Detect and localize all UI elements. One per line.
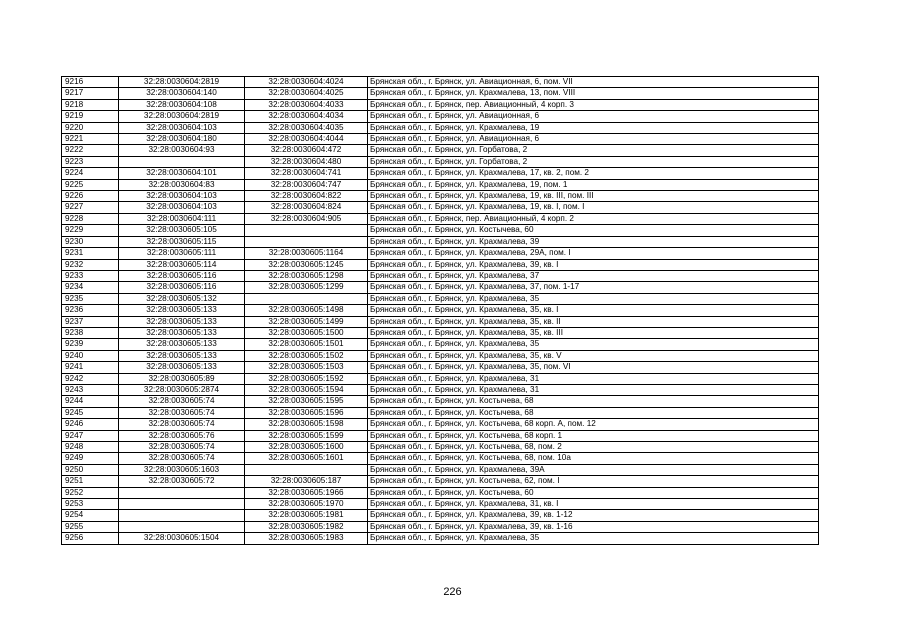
cadastral-parcel-cell: 32:28:0030605:76 [119, 430, 245, 441]
cadastral-object-cell: 32:28:0030605:1592 [245, 373, 368, 384]
table-row [62, 213, 819, 224]
cadastral-parcel-cell: 32:28:0030605:74 [119, 442, 245, 453]
cadastral-parcel-cell: 32:28:0030605:115 [119, 236, 245, 247]
cadastral-parcel-cell: 32:28:0030605:133 [119, 350, 245, 361]
table-row [62, 259, 819, 270]
cadastral-object-cell: 32:28:0030605:1983 [245, 533, 368, 544]
table-row [62, 350, 819, 361]
address-cell: Брянская обл., г. Брянск, ул. Костычева, 62, пом. I [368, 476, 819, 487]
cadastral-object-cell: 32:28:0030605:1981 [245, 510, 368, 521]
record-number-cell: 9243 [62, 384, 119, 395]
address-cell: Брянская обл., г. Брянск, ул. Авиационная, 6 [368, 111, 819, 122]
record-number-cell: 9231 [62, 248, 119, 259]
table-row [62, 499, 819, 510]
cadastral-object-cell [245, 464, 368, 475]
cadastral-object-cell: 32:28:0030604:480 [245, 156, 368, 167]
address-cell: Брянская обл., г. Брянск, ул. Крахмалева, 39, кв. I [368, 259, 819, 270]
record-number-cell: 9221 [62, 134, 119, 145]
cadastral-parcel-cell: 32:28:0030605:74 [119, 453, 245, 464]
table-row [62, 487, 819, 498]
address-cell: Брянская обл., г. Брянск, ул. Костычева, 60 [368, 487, 819, 498]
cadastral-object-cell [245, 236, 368, 247]
table-row [62, 77, 819, 88]
table-row [62, 122, 819, 133]
record-number-cell: 9224 [62, 168, 119, 179]
address-cell: Брянская обл., г. Брянск, ул. Крахмалева, 39, кв. 1-12 [368, 510, 819, 521]
table-row [62, 145, 819, 156]
cadastral-object-cell [245, 293, 368, 304]
table-row [62, 156, 819, 167]
address-cell: Брянская обл., г. Брянск, ул. Крахмалева, 19 [368, 122, 819, 133]
record-number-cell: 9220 [62, 122, 119, 133]
address-cell: Брянская обл., г. Брянск, ул. Костычева, 68 корп. А, пом. 12 [368, 419, 819, 430]
address-cell: Брянская обл., г. Брянск, ул. Крахмалева, 19, кв. III, пом. III [368, 191, 819, 202]
cadastral-parcel-cell: 32:28:0030605:2874 [119, 384, 245, 395]
address-cell: Брянская обл., г. Брянск, ул. Крахмалева, 19, кв. I, пом. I [368, 202, 819, 213]
table-row [62, 225, 819, 236]
cadastral-object-cell: 32:28:0030605:1595 [245, 396, 368, 407]
cadastral-parcel-cell: 32:28:0030605:116 [119, 270, 245, 281]
cadastral-parcel-cell: 32:28:0030605:72 [119, 476, 245, 487]
record-number-cell: 9222 [62, 145, 119, 156]
record-number-cell: 9254 [62, 510, 119, 521]
table-row [62, 134, 819, 145]
record-number-cell: 9245 [62, 407, 119, 418]
address-cell: Брянская обл., г. Брянск, ул. Крахмалева, 19, пом. 1 [368, 179, 819, 190]
cadastral-object-cell: 32:28:0030605:1498 [245, 305, 368, 316]
cadastral-parcel-cell: 32:28:0030604:2819 [119, 111, 245, 122]
record-number-cell: 9249 [62, 453, 119, 464]
cadastral-parcel-cell [119, 156, 245, 167]
table-row [62, 327, 819, 338]
cadastral-parcel-cell [119, 510, 245, 521]
address-cell: Брянская обл., г. Брянск, ул. Крахмалева, 13, пом. VIII [368, 88, 819, 99]
page-number: 226 [443, 586, 462, 598]
cadastral-object-cell: 32:28:0030604:822 [245, 191, 368, 202]
address-cell: Брянская обл., г. Брянск, ул. Костычева, 68, пом. 2 [368, 442, 819, 453]
record-number-cell: 9239 [62, 339, 119, 350]
cadastral-object-cell: 32:28:0030605:1298 [245, 270, 368, 281]
record-number-cell: 9225 [62, 179, 119, 190]
address-cell: Брянская обл., г. Брянск, ул. Костычева, 68 [368, 396, 819, 407]
record-number-cell: 9227 [62, 202, 119, 213]
address-cell: Брянская обл., г. Брянск, ул. Крахмалева, 31 [368, 384, 819, 395]
table-row [62, 407, 819, 418]
cadastral-object-cell: 32:28:0030604:741 [245, 168, 368, 179]
cadastral-object-cell: 32:28:0030605:1596 [245, 407, 368, 418]
registry-table-body [62, 77, 819, 545]
cadastral-parcel-cell: 32:28:0030605:74 [119, 396, 245, 407]
record-number-cell: 9242 [62, 373, 119, 384]
record-number-cell: 9216 [62, 77, 119, 88]
record-number-cell: 9248 [62, 442, 119, 453]
cadastral-parcel-cell [119, 499, 245, 510]
cadastral-parcel-cell: 32:28:0030605:111 [119, 248, 245, 259]
cadastral-object-cell: 32:28:0030605:1594 [245, 384, 368, 395]
table-row [62, 168, 819, 179]
record-number-cell: 9226 [62, 191, 119, 202]
cadastral-parcel-cell: 32:28:0030604:2819 [119, 77, 245, 88]
cadastral-object-cell: 32:28:0030604:4044 [245, 134, 368, 145]
cadastral-parcel-cell: 32:28:0030605:133 [119, 316, 245, 327]
address-cell: Брянская обл., г. Брянск, ул. Крахмалева, 35 [368, 339, 819, 350]
cadastral-parcel-cell: 32:28:0030605:133 [119, 305, 245, 316]
cadastral-object-cell: 32:28:0030605:1245 [245, 259, 368, 270]
address-cell: Брянская обл., г. Брянск, ул. Костычева, 68 корп. 1 [368, 430, 819, 441]
cadastral-object-cell: 32:28:0030605:1598 [245, 419, 368, 430]
address-cell: Брянская обл., г. Брянск, ул. Авиационная, 6 [368, 134, 819, 145]
cadastral-object-cell: 32:28:0030604:4034 [245, 111, 368, 122]
address-cell: Брянская обл., г. Брянск, ул. Крахмалева, 39 [368, 236, 819, 247]
record-number-cell: 9232 [62, 259, 119, 270]
record-number-cell: 9218 [62, 99, 119, 110]
table-row [62, 202, 819, 213]
address-cell: Брянская обл., г. Брянск, пер. Авиационный, 4 корп. 3 [368, 99, 819, 110]
table-row [62, 396, 819, 407]
record-number-cell: 9247 [62, 430, 119, 441]
cadastral-parcel-cell: 32:28:0030604:180 [119, 134, 245, 145]
address-cell: Брянская обл., г. Брянск, ул. Крахмалева, 39А [368, 464, 819, 475]
table-row [62, 99, 819, 110]
cadastral-parcel-cell: 32:28:0030604:103 [119, 122, 245, 133]
cadastral-object-cell: 32:28:0030605:1499 [245, 316, 368, 327]
table-row [62, 510, 819, 521]
record-number-cell: 9217 [62, 88, 119, 99]
table-row [62, 282, 819, 293]
record-number-cell: 9237 [62, 316, 119, 327]
cadastral-parcel-cell: 32:28:0030605:1504 [119, 533, 245, 544]
cadastral-parcel-cell: 32:28:0030605:89 [119, 373, 245, 384]
address-cell: Брянская обл., г. Брянск, ул. Крахмалева, 37 [368, 270, 819, 281]
table-row [62, 464, 819, 475]
address-cell: Брянская обл., г. Брянск, ул. Крахмалева, 31 [368, 373, 819, 384]
address-cell: Брянская обл., г. Брянск, пер. Авиационный, 4 корп. 2 [368, 213, 819, 224]
record-number-cell: 9236 [62, 305, 119, 316]
table-row [62, 293, 819, 304]
cadastral-object-cell: 32:28:0030605:1299 [245, 282, 368, 293]
cadastral-object-cell: 32:28:0030605:1503 [245, 362, 368, 373]
table-row [62, 248, 819, 259]
cadastral-object-cell: 32:28:0030605:1502 [245, 350, 368, 361]
table-row [62, 305, 819, 316]
address-cell: Брянская обл., г. Брянск, ул. Крахмалева, 37, пом. 1-17 [368, 282, 819, 293]
cadastral-object-cell: 32:28:0030605:1970 [245, 499, 368, 510]
cadastral-parcel-cell: 32:28:0030605:133 [119, 339, 245, 350]
cadastral-parcel-cell: 32:28:0030605:74 [119, 419, 245, 430]
table-row [62, 339, 819, 350]
cadastral-parcel-cell: 32:28:0030604:108 [119, 99, 245, 110]
record-number-cell: 9251 [62, 476, 119, 487]
cadastral-object-cell: 32:28:0030604:4025 [245, 88, 368, 99]
table-row [62, 179, 819, 190]
record-number-cell: 9223 [62, 156, 119, 167]
address-cell: Брянская обл., г. Брянск, ул. Крахмалева, 35, кв. III [368, 327, 819, 338]
table-row [62, 521, 819, 532]
address-cell: Брянская обл., г. Брянск, ул. Костычева, 60 [368, 225, 819, 236]
table-row [62, 476, 819, 487]
address-cell: Брянская обл., г. Брянск, ул. Костычева, 68, пом. 10а [368, 453, 819, 464]
cadastral-object-cell: 32:28:0030605:1601 [245, 453, 368, 464]
table-row [62, 384, 819, 395]
record-number-cell: 9244 [62, 396, 119, 407]
address-cell: Брянская обл., г. Брянск, ул. Крахмалева, 35, кв. I [368, 305, 819, 316]
cadastral-parcel-cell: 32:28:0030604:103 [119, 202, 245, 213]
table-row [62, 419, 819, 430]
cadastral-parcel-cell: 32:28:0030605:116 [119, 282, 245, 293]
record-number-cell: 9253 [62, 499, 119, 510]
cadastral-parcel-cell: 32:28:0030604:83 [119, 179, 245, 190]
table-row [62, 316, 819, 327]
record-number-cell: 9241 [62, 362, 119, 373]
record-number-cell: 9250 [62, 464, 119, 475]
address-cell: Брянская обл., г. Брянск, ул. Крахмалева, 35, кв. V [368, 350, 819, 361]
registry-table [61, 76, 819, 545]
table-row [62, 430, 819, 441]
cadastral-object-cell [245, 225, 368, 236]
cadastral-parcel-cell: 32:28:0030605:132 [119, 293, 245, 304]
cadastral-object-cell: 32:28:0030604:905 [245, 213, 368, 224]
record-number-cell: 9238 [62, 327, 119, 338]
cadastral-object-cell: 32:28:0030604:747 [245, 179, 368, 190]
cadastral-object-cell: 32:28:0030604:4035 [245, 122, 368, 133]
address-cell: Брянская обл., г. Брянск, ул. Костычева, 68 [368, 407, 819, 418]
cadastral-parcel-cell: 32:28:0030604:111 [119, 213, 245, 224]
table-row [62, 373, 819, 384]
cadastral-object-cell: 32:28:0030605:1599 [245, 430, 368, 441]
cadastral-object-cell: 32:28:0030605:1500 [245, 327, 368, 338]
cadastral-parcel-cell: 32:28:0030604:101 [119, 168, 245, 179]
address-cell: Брянская обл., г. Брянск, ул. Крахмалева, 39, кв. 1-16 [368, 521, 819, 532]
record-number-cell: 9240 [62, 350, 119, 361]
cadastral-object-cell: 32:28:0030604:472 [245, 145, 368, 156]
record-number-cell: 9252 [62, 487, 119, 498]
cadastral-parcel-cell: 32:28:0030605:114 [119, 259, 245, 270]
cadastral-parcel-cell: 32:28:0030605:133 [119, 362, 245, 373]
cadastral-parcel-cell [119, 487, 245, 498]
address-cell: Брянская обл., г. Брянск, ул. Горбатова, 2 [368, 145, 819, 156]
address-cell: Брянская обл., г. Брянск, ул. Крахмалева, 35 [368, 533, 819, 544]
record-number-cell: 9219 [62, 111, 119, 122]
table-row [62, 270, 819, 281]
cadastral-parcel-cell: 32:28:0030605:105 [119, 225, 245, 236]
table-row [62, 111, 819, 122]
record-number-cell: 9234 [62, 282, 119, 293]
record-number-cell: 9228 [62, 213, 119, 224]
cadastral-object-cell: 32:28:0030604:4024 [245, 77, 368, 88]
record-number-cell: 9229 [62, 225, 119, 236]
cadastral-parcel-cell: 32:28:0030604:140 [119, 88, 245, 99]
cadastral-parcel-cell [119, 521, 245, 532]
address-cell: Брянская обл., г. Брянск, ул. Крахмалева, 35, кв. II [368, 316, 819, 327]
record-number-cell: 9256 [62, 533, 119, 544]
cadastral-parcel-cell: 32:28:0030605:1603 [119, 464, 245, 475]
cadastral-object-cell: 32:28:0030604:824 [245, 202, 368, 213]
address-cell: Брянская обл., г. Брянск, ул. Крахмалева, 35 [368, 293, 819, 304]
table-row [62, 442, 819, 453]
cadastral-object-cell: 32:28:0030605:1982 [245, 521, 368, 532]
cadastral-object-cell: 32:28:0030605:1600 [245, 442, 368, 453]
record-number-cell: 9246 [62, 419, 119, 430]
cadastral-parcel-cell: 32:28:0030604:93 [119, 145, 245, 156]
table-row [62, 191, 819, 202]
cadastral-object-cell: 32:28:0030604:4033 [245, 99, 368, 110]
table-row [62, 362, 819, 373]
table-row [62, 533, 819, 544]
cadastral-object-cell: 32:28:0030605:1501 [245, 339, 368, 350]
table-row [62, 236, 819, 247]
record-number-cell: 9235 [62, 293, 119, 304]
cadastral-parcel-cell: 32:28:0030605:133 [119, 327, 245, 338]
address-cell: Брянская обл., г. Брянск, ул. Крахмалева, 17, кв. 2, пом. 2 [368, 168, 819, 179]
table-row [62, 88, 819, 99]
cadastral-object-cell: 32:28:0030605:1966 [245, 487, 368, 498]
cadastral-object-cell: 32:28:0030605:187 [245, 476, 368, 487]
address-cell: Брянская обл., г. Брянск, ул. Крахмалева, 31, кв. I [368, 499, 819, 510]
record-number-cell: 9255 [62, 521, 119, 532]
address-cell: Брянская обл., г. Брянск, ул. Крахмалева, 29А, пом. I [368, 248, 819, 259]
cadastral-parcel-cell: 32:28:0030605:74 [119, 407, 245, 418]
record-number-cell: 9233 [62, 270, 119, 281]
address-cell: Брянская обл., г. Брянск, ул. Горбатова, 2 [368, 156, 819, 167]
address-cell: Брянская обл., г. Брянск, ул. Крахмалева, 35, пом. VI [368, 362, 819, 373]
cadastral-parcel-cell: 32:28:0030604:103 [119, 191, 245, 202]
cadastral-object-cell: 32:28:0030605:1164 [245, 248, 368, 259]
record-number-cell: 9230 [62, 236, 119, 247]
table-row [62, 453, 819, 464]
address-cell: Брянская обл., г. Брянск, ул. Авиационная, 6, пом. VII [368, 77, 819, 88]
